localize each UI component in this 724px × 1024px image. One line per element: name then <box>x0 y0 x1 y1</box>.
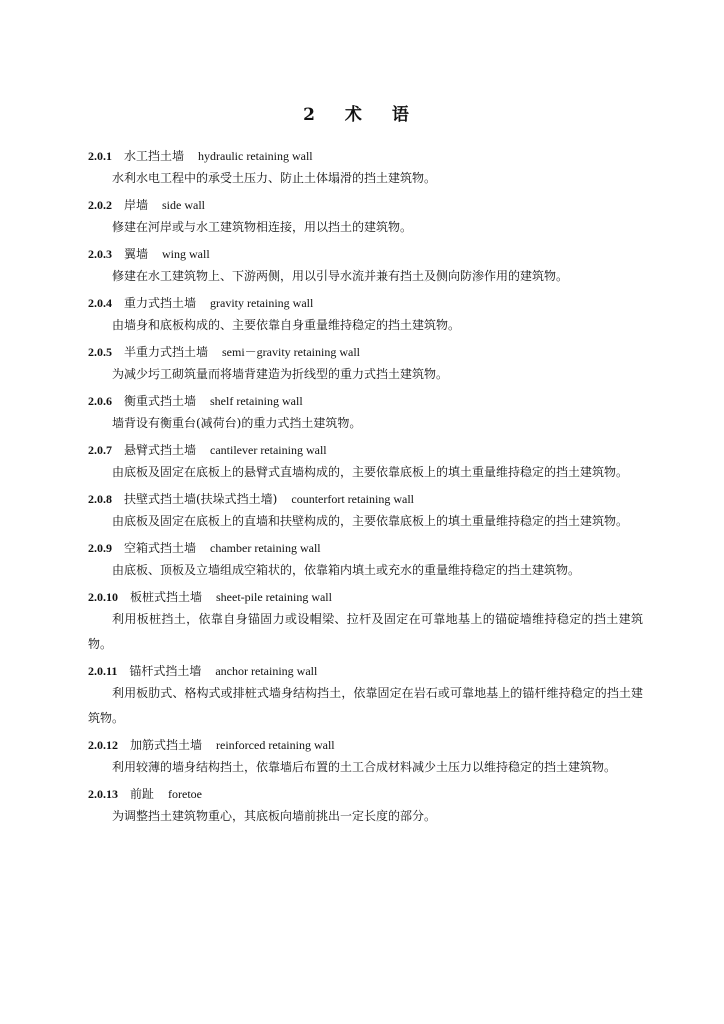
term-number: 2.0.12 <box>88 738 118 752</box>
term-chinese-name: 板桩式挡土墙 <box>130 590 203 604</box>
term-heading <box>88 342 643 362</box>
term-definition: 为调整挡土建筑物重心，其底板向墙前挑出一定长度的部分。 <box>112 809 437 823</box>
term-chinese-name: 悬臂式挡土墙 <box>124 443 197 457</box>
term-definition: 利用板桩挡土，依靠自身锚固力或设帽梁、拉杆及固定在可靠地基上的锚碇墙维持稳定的挡土建筑物。 <box>88 612 643 651</box>
term-definition: 由底板及固定在底板上的悬臂式直墙构成的，主要依靠底板上的填土重量维持稳定的挡土建筑物。 <box>112 465 629 479</box>
term-number: 2.0.6 <box>88 394 112 408</box>
term-definition: 由底板、顶板及立墙组成空箱状的，依靠箱内填土或充水的重量维持稳定的挡土建筑物。 <box>112 563 581 577</box>
term-english-name: shelf retaining wall <box>210 394 303 408</box>
term-chinese-name: 空箱式挡土墙 <box>124 541 197 555</box>
term-entry <box>88 735 643 780</box>
term-english-name: side wall <box>162 198 206 212</box>
term-entry <box>88 293 643 338</box>
term-heading <box>88 735 643 755</box>
term-entry <box>88 342 643 387</box>
term-number: 2.0.10 <box>88 590 118 604</box>
term-definition: 修建在水工建筑物上、下游两侧，用以引导水流并兼有挡土及侧向防渗作用的建筑物。 <box>112 269 569 283</box>
term-english-name: counterfort retaining wall <box>291 492 414 506</box>
term-heading <box>88 440 643 460</box>
term-definition: 修建在河岸或与水工建筑物相连接，用以挡土的建筑物。 <box>112 220 413 234</box>
term-english-name: hydraulic retaining wall <box>198 149 313 163</box>
term-heading <box>88 784 643 804</box>
term-heading <box>88 538 643 558</box>
term-english-name: semi－gravity retaining wall <box>222 345 360 359</box>
term-number: 2.0.13 <box>88 787 118 801</box>
term-chinese-name: 扶壁式挡土墙(扶垛式挡土墙) <box>124 492 278 506</box>
term-number: 2.0.2 <box>88 198 112 212</box>
term-number: 2.0.7 <box>88 443 112 457</box>
term-chinese-name: 岸墙 <box>124 198 149 212</box>
term-heading <box>88 587 643 607</box>
term-definition: 利用板肋式、格构式或排桩式墙身结构挡土，依靠固定在岩石或可靠地基上的锚杆维持稳定的挡土建筑物。 <box>88 686 643 725</box>
terms-list <box>88 146 643 833</box>
term-entry <box>88 587 643 657</box>
term-chinese-name: 前趾 <box>130 787 155 801</box>
term-english-name: reinforced retaining wall <box>216 738 335 752</box>
term-number: 2.0.3 <box>88 247 112 261</box>
term-english-name: cantilever retaining wall <box>210 443 327 457</box>
term-heading <box>88 489 643 509</box>
term-entry <box>88 244 643 289</box>
term-number: 2.0.9 <box>88 541 112 555</box>
term-english-name: sheet-pile retaining wall <box>216 590 332 604</box>
term-chinese-name: 翼墙 <box>124 247 149 261</box>
term-entry <box>88 661 643 731</box>
term-heading <box>88 244 643 264</box>
term-heading <box>88 146 643 166</box>
term-chinese-name: 加筋式挡土墙 <box>130 738 203 752</box>
section-title: 2 术 语 <box>303 105 421 125</box>
term-entry <box>88 195 643 240</box>
term-number: 2.0.11 <box>88 664 118 678</box>
term-chinese-name: 锚杆式挡土墙 <box>129 664 202 678</box>
term-definition: 水利水电工程中的承受土压力、防止土体塌滑的挡土建筑物。 <box>112 171 437 185</box>
term-definition: 墙背设有衡重台(减荷台)的重力式挡土建筑物。 <box>112 416 362 430</box>
term-entry <box>88 440 643 485</box>
term-chinese-name: 重力式挡土墙 <box>124 296 197 310</box>
term-entry <box>88 784 643 829</box>
term-chinese-name: 衡重式挡土墙 <box>124 394 197 408</box>
term-chinese-name: 半重力式挡土墙 <box>124 345 209 359</box>
term-number: 2.0.4 <box>88 296 112 310</box>
term-entry <box>88 146 643 191</box>
term-chinese-name: 水工挡土墙 <box>124 149 185 163</box>
term-entry <box>88 489 643 534</box>
term-definition: 利用较薄的墙身结构挡土，依靠墙后布置的土工合成材料减少土压力以维持稳定的挡土建筑物。 <box>112 760 617 774</box>
term-english-name: wing wall <box>162 247 210 261</box>
term-heading <box>88 661 643 681</box>
term-number: 2.0.1 <box>88 149 112 163</box>
term-definition: 由底板及固定在底板上的直墙和扶壁构成的，主要依靠底板上的填土重量维持稳定的挡土建筑物。 <box>112 514 629 528</box>
term-entry <box>88 538 643 583</box>
term-number: 2.0.5 <box>88 345 112 359</box>
term-definition: 为减少圬工砌筑量而将墙背建造为折线型的重力式挡土建筑物。 <box>112 367 449 381</box>
term-entry <box>88 391 643 436</box>
term-definition: 由墙身和底板构成的、主要依靠自身重量维持稳定的挡土建筑物。 <box>112 318 461 332</box>
term-english-name: gravity retaining wall <box>210 296 314 310</box>
term-heading <box>88 195 643 215</box>
term-heading <box>88 293 643 313</box>
term-heading <box>88 391 643 411</box>
term-english-name: anchor retaining wall <box>215 664 318 678</box>
term-english-name: foretoe <box>168 787 202 801</box>
term-number: 2.0.8 <box>88 492 112 506</box>
term-english-name: chamber retaining wall <box>210 541 321 555</box>
